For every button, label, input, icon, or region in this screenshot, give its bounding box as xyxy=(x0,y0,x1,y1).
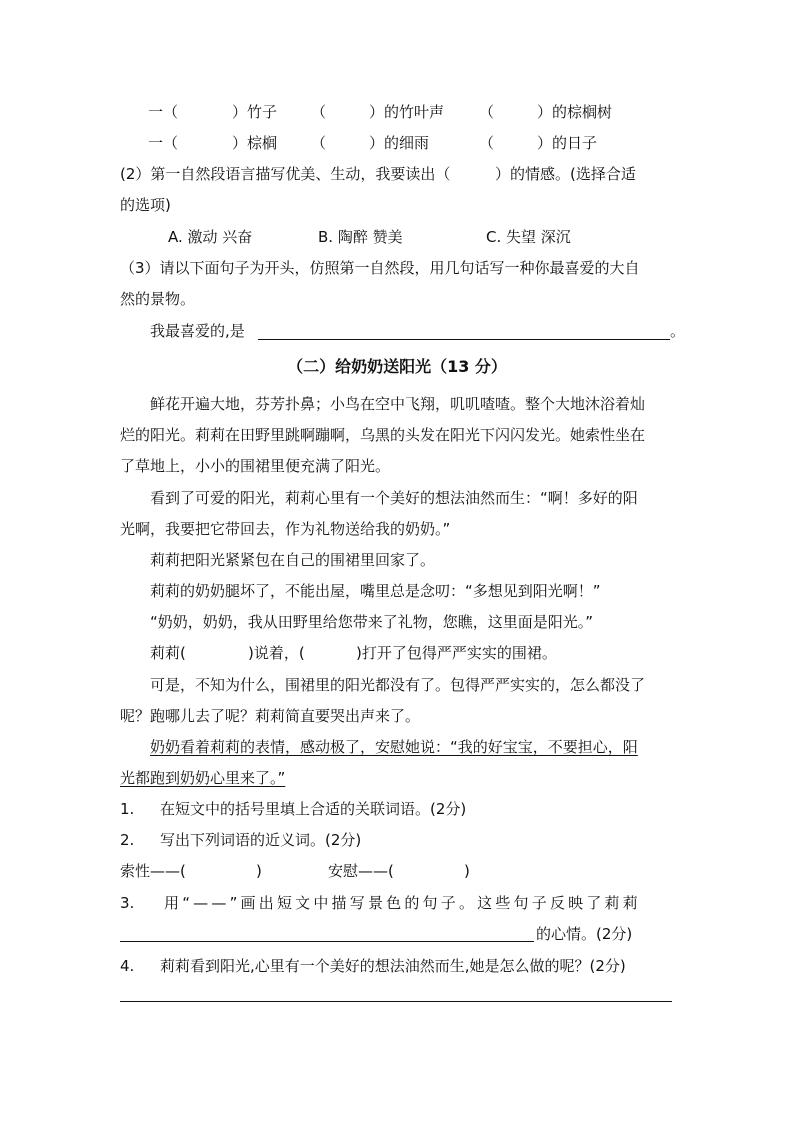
blank-seg-a: 莉莉( xyxy=(150,644,186,662)
q1-row2-seg2: ）棕榈 xyxy=(232,134,278,152)
synonym-a: 索性——( xyxy=(120,862,186,880)
passage-line-1: 鲜花开遍大地，芬芳扑鼻；小鸟在空中飞翔，叽叽喳喳。整个大地沐浴着灿 xyxy=(150,395,646,413)
synonym-b: 安慰——( xyxy=(328,862,394,880)
blank-seg-c: )打开了包得严严实实的围裙。 xyxy=(356,644,557,662)
passage-line-6: 莉莉把阳光紧紧包在自己的围裙里回家了。 xyxy=(150,551,436,569)
passage-line-7: 莉莉的奶奶腿坏了，不能出屋，嘴里总是念叨：“多想见到阳光啊！” xyxy=(150,582,601,600)
q1-row2-seg3: （ xyxy=(311,134,327,152)
question-4-text: 莉莉看到阳光,心里有一个美好的想法油然而生,她是怎么做的呢？(2分) xyxy=(160,957,626,975)
passage-line-9: 可是，不知为什么，围裙里的阳光都没有了。包得严严实实的，怎么都没了 xyxy=(150,676,646,694)
question-1-text: 在短文中的括号里填上合适的关联词语。(2分) xyxy=(160,800,467,818)
q1-row1-seg3: （ xyxy=(311,103,327,121)
q3-answer-line[interactable] xyxy=(258,339,670,340)
q1-row2-seg1: 一（ xyxy=(148,134,179,152)
passage-line-3: 了草地上，小小的围裙里便充满了阳光。 xyxy=(120,457,391,475)
q3-line2: 然的景物。 xyxy=(120,290,196,308)
q1-row1-seg6: ）的棕榈树 xyxy=(537,103,613,121)
q3-line1: （3）请以下面句子为开头，仿照第一自然段，用几句话写一种你最喜爱的大自 xyxy=(120,259,640,277)
blank-seg-b: )说着，( xyxy=(248,644,305,662)
question-4-answer-line[interactable] xyxy=(120,1001,672,1002)
passage-line-4: 看到了可爱的阳光，莉莉心里有一个美好的想法油然而生：“啊！多好的阳 xyxy=(150,489,638,507)
passage-line-12-underlined: 光都跑到奶奶心里来了。” xyxy=(120,769,286,787)
passage-line-11-underlined: 奶奶看着莉莉的表情，感动极了，安慰她说：“我的好宝宝，不要担心，阳 xyxy=(150,738,638,756)
q2-option-a: A. 激动 兴奋 xyxy=(168,228,253,246)
question-4-number: 4. xyxy=(120,957,135,975)
q1-row2-seg5: （ xyxy=(479,134,495,152)
q3-prompt: 我最喜爱的,是 xyxy=(150,322,245,340)
passage-line-8: “奶奶，奶奶，我从田野里给您带来了礼物，您瞧，这里面是阳光。” xyxy=(150,613,594,631)
question-1-number: 1. xyxy=(120,800,135,818)
q3-end-mark: 。 xyxy=(670,322,686,340)
passage-line-2: 烂的阳光。莉莉在田野里跳啊蹦啊，乌黑的头发在阳光下闪闪发光。她索性坐在 xyxy=(120,426,646,444)
question-2-text: 写出下列词语的近义词。(2分) xyxy=(160,831,362,849)
q1-row1-seg4: ）的竹叶声 xyxy=(369,103,445,121)
q1-row2-seg6: ）的日子 xyxy=(537,134,598,152)
question-3-answer-line[interactable] xyxy=(120,941,534,942)
question-2-number: 2. xyxy=(120,831,135,849)
question-3-text: 用“——”画出短文中描写景色的句子。这些句子反映了莉莉 xyxy=(164,894,641,912)
question-3-end: 的心情。(2分) xyxy=(536,925,633,943)
q2-line2: 的选项) xyxy=(120,196,171,214)
q2-text-a: (2）第一自然段语言描写优美、生动，我要读出（ xyxy=(120,165,451,183)
q1-row1-seg5: （ xyxy=(479,103,495,121)
q2-option-b: B. 陶醉 赞美 xyxy=(318,228,403,246)
passage-line-5: 光啊，我要把它带回去，作为礼物送给我的奶奶。” xyxy=(120,520,451,538)
q2-option-c: C. 失望 深沉 xyxy=(486,228,571,246)
q1-row1-seg1: 一（ xyxy=(148,103,179,121)
synonym-a-close: ) xyxy=(256,862,262,880)
q1-row1-seg2: ）竹子 xyxy=(232,103,278,121)
synonym-b-close: ) xyxy=(464,862,470,880)
section-title: （二）给奶奶送阳光（13 分） xyxy=(287,357,507,376)
passage-line-10: 呢？跑哪儿去了呢？莉莉简直要哭出声来了。 xyxy=(120,707,421,725)
q1-row2-seg4: ）的细雨 xyxy=(369,134,430,152)
question-3-number: 3. xyxy=(120,894,135,912)
q2-text-b: ）的情感。(选择合适 xyxy=(495,165,636,183)
